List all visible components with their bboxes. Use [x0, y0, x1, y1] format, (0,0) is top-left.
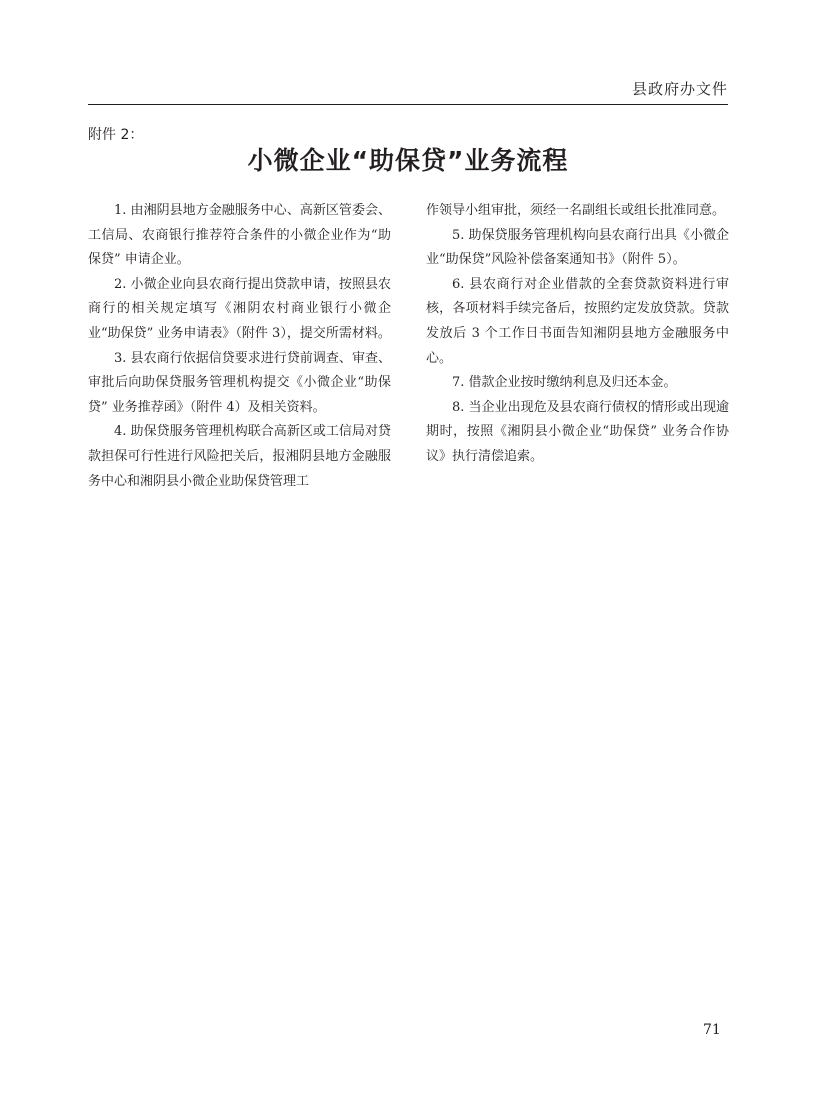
- paragraph-step-4-continued: 作领导小组审批，须经一名副组长或组长批准同意。: [426, 203, 726, 218]
- attachment-label: 附件 2：: [88, 127, 144, 143]
- right-column: [426, 199, 729, 470]
- document-title: 小微企业“助保贷”业务流程: [247, 146, 569, 175]
- page-number: 71: [703, 1022, 721, 1038]
- paragraph-step-3: 3. 县农商行依据信贷要求进行贷前调查、审查、审批后向助保贷服务管理机构提交《小微企业“助保贷” 业务推荐函》（附件 4）及相关资料。: [88, 350, 391, 415]
- paragraph-step-7: 7. 借款企业按时缴纳利息及归还本金。: [452, 375, 677, 391]
- paragraph-step-5: 5. 助保贷服务管理机构向县农商行出具《小微企业“助保贷”风险补偿备案通知书》（附件 5）。: [426, 227, 729, 268]
- paragraph-step-8: 8. 当企业出现危及县农商行债权的情形或出现逾期时，按照《湘阴县小微企业“助保贷” 业务合作协议》执行清偿追索。: [426, 399, 729, 464]
- left-column: [88, 199, 391, 494]
- paragraph-step-4: 4. 助保贷服务管理机构联合高新区或工信局对贷款担保可行性进行风险把关后，报湘阴县地方金融服务中心和湘阴县小微企业助保贷管理工: [88, 424, 391, 489]
- header-divider: [88, 104, 728, 105]
- paragraph-step-1: 1. 由湘阴县地方金融服务中心、高新区管委会、工信局、农商银行推荐符合条件的小微企业作为“助保贷” 申请企业。: [88, 203, 391, 268]
- running-header: 县政府办文件: [631, 80, 728, 98]
- paragraph-step-2: 2. 小微企业向县农商行提出贷款申请，按照县农商行的相关规定填写《湘阴农村商业银行小微企业“助保贷” 业务申请表》（附件 3），提交所需材料。: [88, 276, 391, 341]
- paragraph-step-6: 6. 县农商行对企业借款的全套贷款资料进行审核，各项材料手续完备后，按照约定发放贷款。贷款发放后 3 个工作日书面告知湘阴县地方金融服务中心。: [426, 276, 729, 366]
